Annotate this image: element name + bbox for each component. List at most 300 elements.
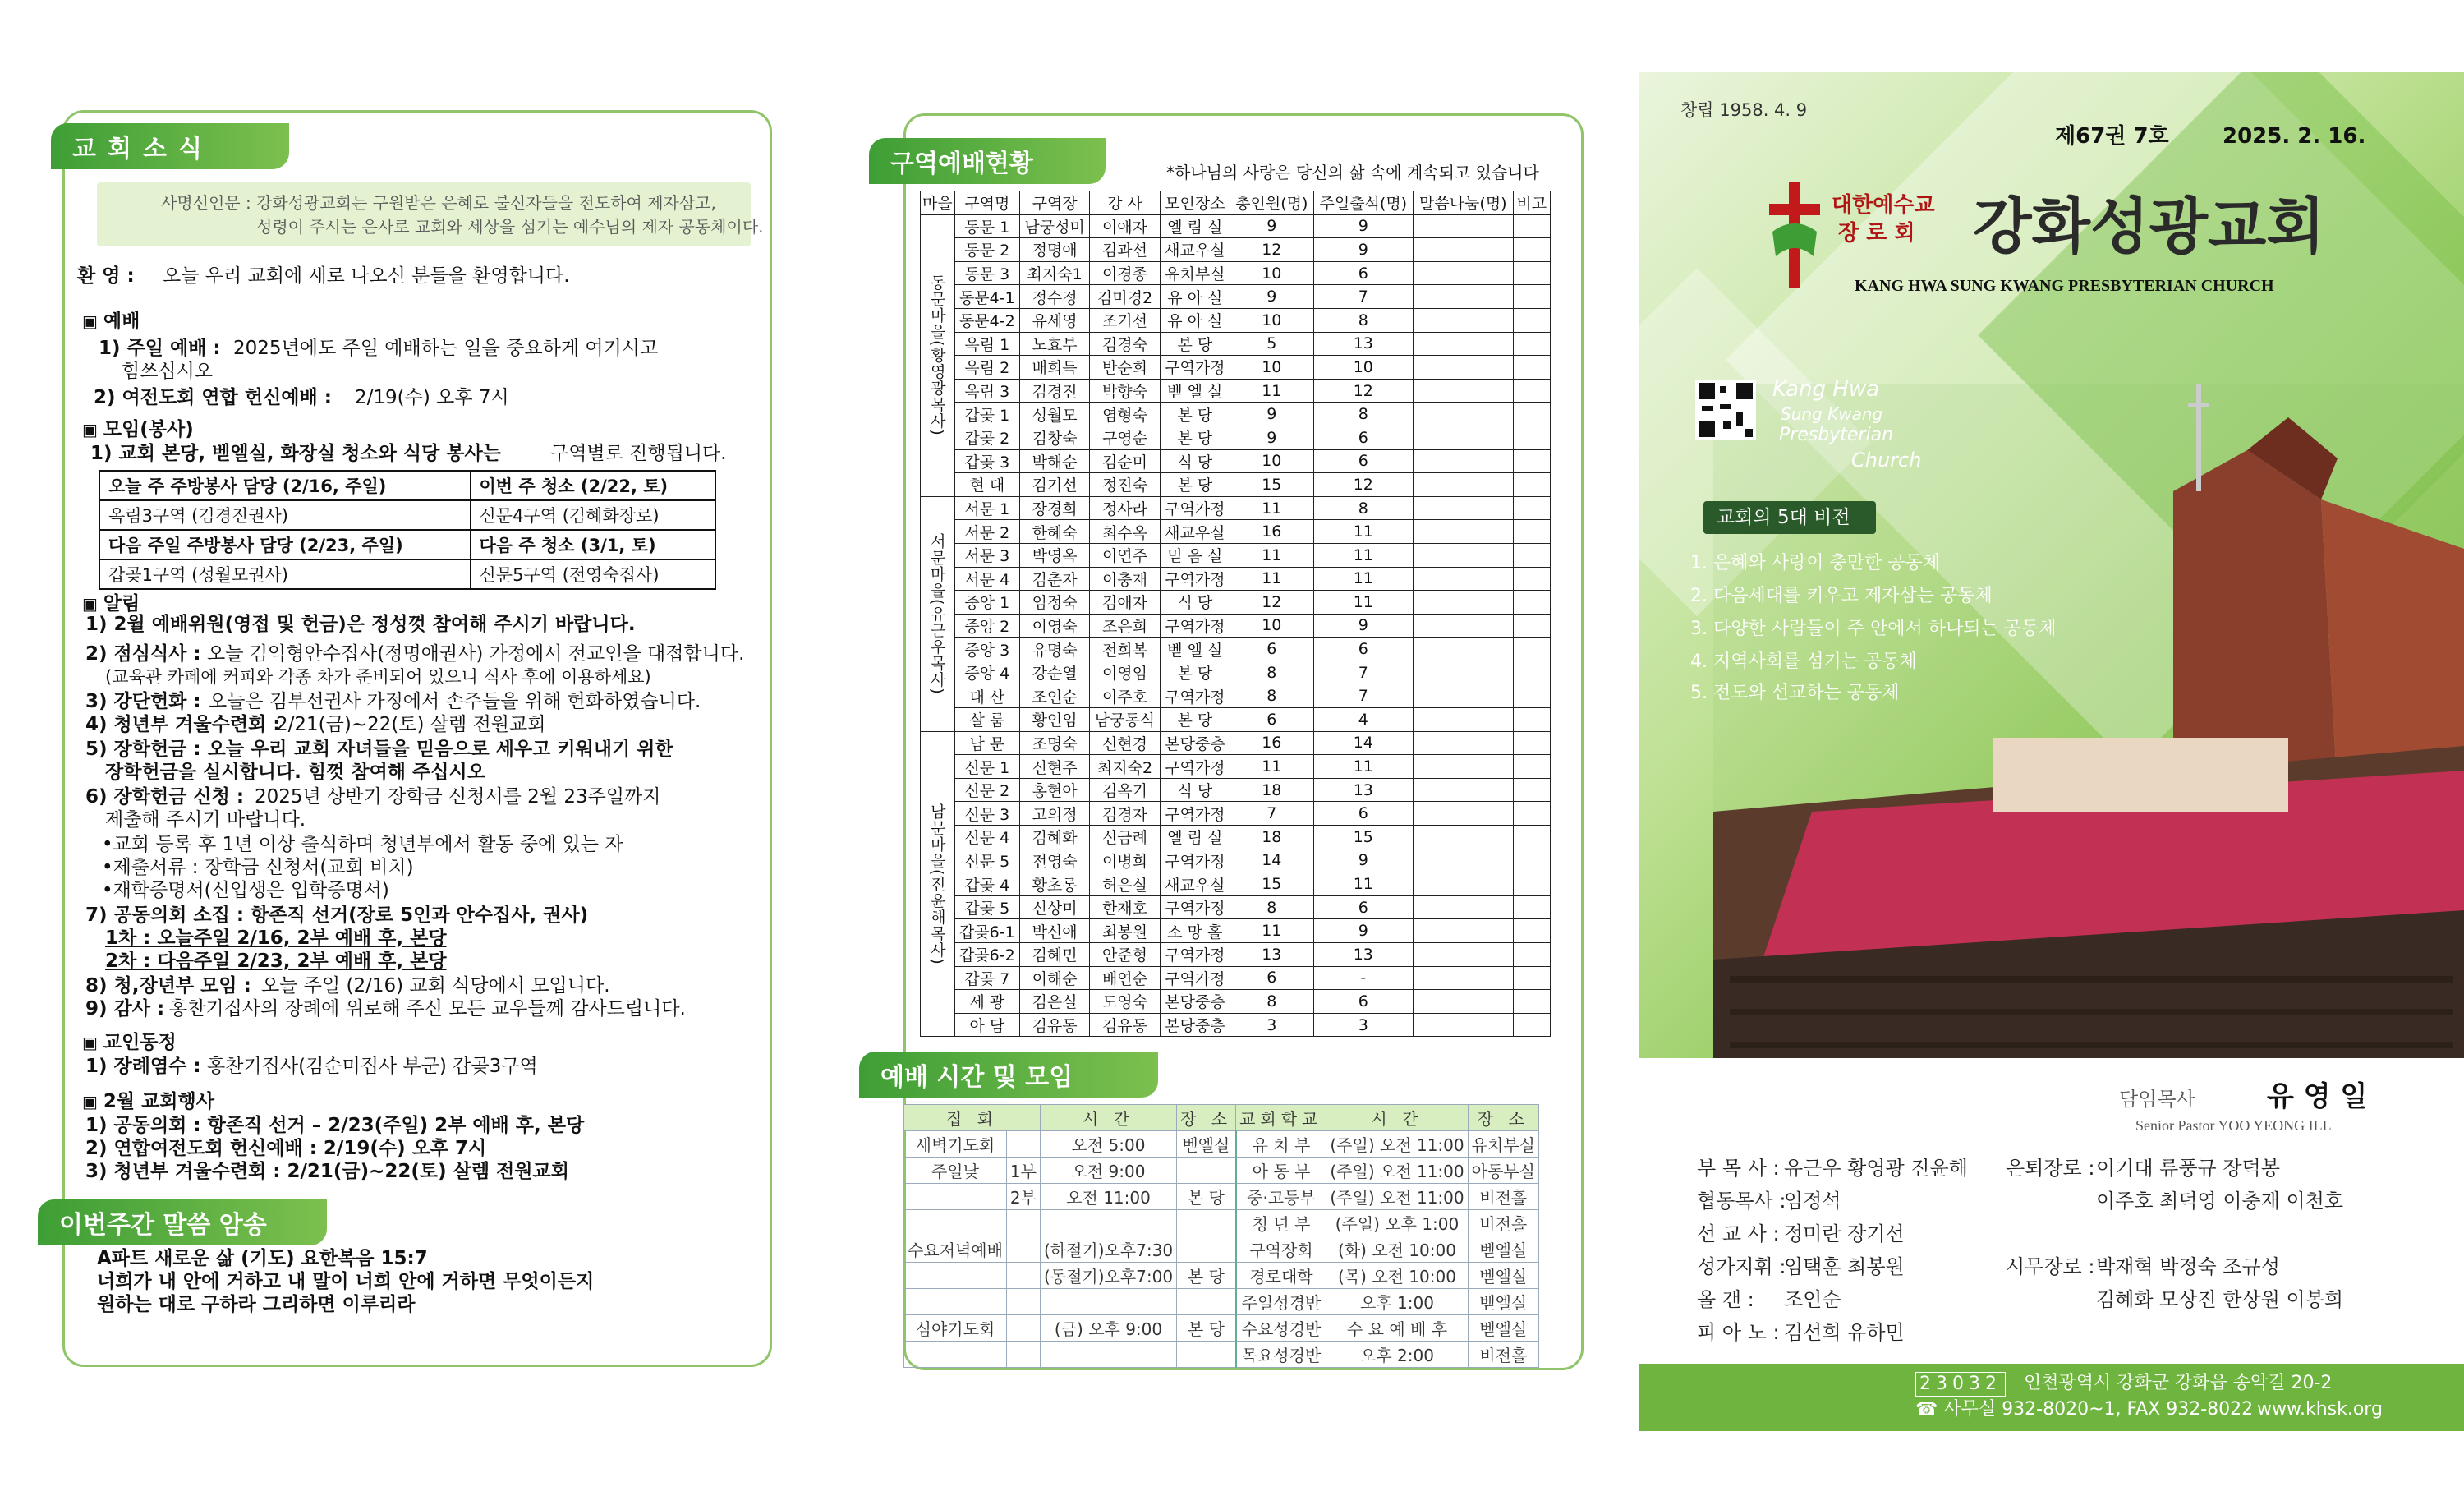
district-header: 구역명 (954, 191, 1019, 215)
worship-time-cell (1177, 1236, 1236, 1263)
district-cell: 신문 3 (954, 802, 1019, 826)
district-cell: 10 (1230, 449, 1314, 473)
district-row (921, 214, 1551, 238)
district-cell: 소 망 홀 (1160, 919, 1230, 943)
worship-time-cell: 청 년 부 (1236, 1210, 1326, 1236)
worship-time-cell: 비전홀 (1468, 1184, 1538, 1210)
staff-role: 올 갠 : (1697, 1288, 1754, 1311)
worship-time-row (904, 1289, 1539, 1315)
district-cell: 최지숙1 (1019, 261, 1089, 285)
empty-cell (1414, 285, 1514, 309)
worship-time-cell (1006, 1315, 1040, 1342)
notice-7: 7) 공동의회 소집 : 항존직 선거(장로 5인과 안수집사, 권사) (85, 905, 589, 926)
empty-cell (1513, 332, 1550, 356)
church-photo (1713, 384, 2464, 1058)
district-cell: 본당중층 (1160, 990, 1230, 1014)
empty-cell (1414, 872, 1514, 896)
district-cell: 중앙 3 (954, 638, 1019, 661)
district-row (921, 872, 1551, 896)
district-cell: 황초롱 (1019, 872, 1089, 896)
verse-ref: A파트 새로운 삶 (기도) 요한복음 15:7 (97, 1248, 428, 1269)
district-row (921, 379, 1551, 403)
district-cell: 박향숙 (1090, 379, 1160, 403)
worship-time-row (904, 1236, 1539, 1263)
empty-cell (1414, 778, 1514, 802)
village-label: 남문마을(진윤해목사) (921, 731, 955, 1037)
district-cell: 김미경2 (1090, 285, 1160, 309)
vision-title: 교회의 5대 비전 (1717, 507, 1850, 528)
district-cell: 김경자 (1090, 802, 1160, 826)
empty-cell (1513, 990, 1550, 1014)
district-header-row (921, 191, 1551, 215)
worship-time-cell (1006, 1210, 1040, 1236)
district-cell: 서문 4 (954, 567, 1019, 591)
district-cell: 유 아 실 (1160, 308, 1230, 332)
district-cell: 이영임 (1090, 661, 1160, 684)
worship-time-cell (1040, 1289, 1176, 1315)
empty-cell (1513, 520, 1550, 544)
district-cell: 허은실 (1090, 872, 1160, 896)
district-cell: 신문 5 (954, 849, 1019, 872)
worship-time-cell: (주일) 오후 1:00 (1326, 1210, 1468, 1236)
district-cell: 조인순 (1019, 684, 1089, 708)
empty-cell (1513, 496, 1550, 520)
district-cell: 남궁성미 (1019, 214, 1089, 238)
district-cell: 살 룸 (954, 708, 1019, 732)
district-cell: 옥림 2 (954, 356, 1019, 380)
worship-time-cell: 목요성경반 (1236, 1342, 1326, 1368)
district-cell: 9 (1313, 238, 1414, 262)
district-cell: 6 (1313, 895, 1414, 919)
notice-3-label: 3) 강단헌화 : (85, 691, 201, 712)
district-cell: 새교우실 (1160, 520, 1230, 544)
district-cell: 8 (1313, 403, 1414, 426)
district-cell: 식 당 (1160, 449, 1230, 473)
empty-cell (1513, 708, 1550, 732)
empty-cell (1414, 261, 1514, 285)
district-cell: 본 당 (1160, 661, 1230, 684)
worship-time-cell: 유치부실 (1468, 1131, 1538, 1158)
district-cell: 갑곶 7 (954, 966, 1019, 990)
worship-time-cell: 유 치 부 (1236, 1131, 1326, 1158)
empty-cell (1513, 426, 1550, 449)
district-cell: 안준형 (1090, 943, 1160, 967)
district-cell: 구역가정 (1160, 684, 1230, 708)
en-name-4: Church (1851, 449, 1922, 472)
district-cell: 12 (1313, 379, 1414, 403)
empty-cell (1414, 496, 1514, 520)
empty-cell (1513, 356, 1550, 380)
church-name: 강화성광교회 (1973, 191, 2325, 262)
district-cell: 서문 1 (954, 496, 1019, 520)
pastor-label: 담임목사 (2119, 1088, 2195, 1111)
district-cell: 구역가정 (1160, 614, 1230, 638)
district-header: 말씀나눔(명) (1414, 191, 1514, 215)
district-cell: 강순열 (1019, 661, 1089, 684)
worship-time-row (904, 1315, 1539, 1342)
worship-time-cell (1177, 1210, 1236, 1236)
district-cell: 박영옥 (1019, 543, 1089, 567)
district-cell: 본당중층 (1160, 1013, 1230, 1037)
empty-cell (1414, 543, 1514, 567)
staff-role: 부 목 사 : (1697, 1157, 1780, 1180)
worship-time-cell (1006, 1342, 1040, 1368)
district-cell: - (1313, 966, 1414, 990)
worship-time-cell (1177, 1342, 1236, 1368)
district-cell: 김과선 (1090, 238, 1160, 262)
district-cell: 이애자 (1090, 214, 1160, 238)
worship-time-cell: 오후 1:00 (1326, 1289, 1468, 1315)
district-cell: 11 (1313, 520, 1414, 544)
notice-6c: •교회 등록 후 1년 이상 출석하며 청년부에서 활동 중에 있는 자 (102, 834, 623, 855)
active-elders-1: 박재혁 박정숙 조규성 (2096, 1255, 2280, 1278)
district-cell: 임정숙 (1019, 591, 1089, 615)
worship-time-table (903, 1104, 1539, 1368)
empty-cell (1513, 849, 1550, 872)
district-row (921, 802, 1551, 826)
district-cell: 구역가정 (1160, 755, 1230, 779)
retired-elders-1: 이기대 류풍규 장덕봉 (2096, 1157, 2280, 1180)
worship-time-row (904, 1184, 1539, 1210)
church-photo-art (1713, 384, 2464, 1058)
district-row (921, 308, 1551, 332)
district-cell: 16 (1230, 731, 1314, 755)
worship-time-cell: (동절기)오후7:00 (1040, 1263, 1176, 1289)
district-cell: 7 (1313, 285, 1414, 309)
district-cell: 11 (1313, 872, 1414, 896)
district-cell: 3 (1313, 1013, 1414, 1037)
worship-time-cell: 수 요 예 배 후 (1326, 1315, 1468, 1342)
empty-cell (1414, 849, 1514, 872)
notice-1: 1) 2월 예배위원(영접 및 헌금)은 정성껏 참여해 주시기 바랍니다. (85, 614, 636, 635)
worship-time-header-cell: 교회학교 (1236, 1105, 1326, 1131)
notice-8-label: 8) 청,장년부 모임 : (85, 975, 251, 997)
empty-cell (1414, 684, 1514, 708)
worship-time-row (904, 1131, 1539, 1158)
notice-4-label: 4) 청년부 겨울수련회 : (85, 714, 281, 735)
district-cell: 본 당 (1160, 403, 1230, 426)
pastor-name-en: Senior Pastor YOO YEONG ILL (2135, 1117, 2332, 1134)
district-note: *하나님의 사랑은 당신의 삶 속에 계속되고 있습니다 (1166, 163, 1539, 182)
worship-time-cell: (주일) 오전 11:00 (1326, 1184, 1468, 1210)
en-name-2: Sung Kwang (1781, 404, 1883, 424)
worship-time-header-cell: 시 간 (1040, 1105, 1176, 1131)
district-cell: 18 (1230, 826, 1314, 849)
empty-cell (1414, 919, 1514, 943)
event-3: 3) 청년부 겨울수련회 : 2/21(금)~22(토) 살렘 전원교회 (85, 1161, 569, 1182)
event-2: 2) 연합여전도회 헌신예배 : 2/19(수) 오후 7시 (85, 1138, 487, 1159)
empty-cell (1513, 449, 1550, 473)
worship-time-cell (1177, 1158, 1236, 1184)
worship-time-cell: 주일낮 (904, 1158, 1007, 1184)
district-cell: 벧 엘 실 (1160, 638, 1230, 661)
worship-time-cell (904, 1342, 1007, 1368)
district-cell: 본 당 (1160, 473, 1230, 497)
verse-title: 이번주간 말씀 암송 (38, 1199, 327, 1245)
district-cell: 6 (1313, 802, 1414, 826)
worship-time-cell: 벧엘실 (1468, 1315, 1538, 1342)
district-cell: 15 (1313, 826, 1414, 849)
district-cell: 구역가정 (1160, 943, 1230, 967)
district-cell: 6 (1230, 708, 1314, 732)
empty-cell (1513, 591, 1550, 615)
empty-cell (1513, 826, 1550, 849)
district-row (921, 449, 1551, 473)
district-cell: 11 (1313, 567, 1414, 591)
district-row (921, 614, 1551, 638)
district-cell: 구역가정 (1160, 849, 1230, 872)
meeting-1: 구역별로 진행됩니다. (550, 443, 727, 464)
district-cell: 13 (1230, 943, 1314, 967)
empty-cell (1513, 308, 1550, 332)
empty-cell (1414, 708, 1514, 732)
empty-cell (1414, 332, 1514, 356)
worship-time-cell: 경로대학 (1236, 1263, 1326, 1289)
district-cell: 전희복 (1090, 638, 1160, 661)
district-cell: 최지숙2 (1090, 755, 1160, 779)
notice-9-label: 9) 감사 : (85, 998, 165, 1020)
district-cell: 구영순 (1090, 426, 1160, 449)
worship-time-cell (1006, 1263, 1040, 1289)
worship-time-cell (904, 1184, 1007, 1210)
worship-time-cell: 수요성경반 (1236, 1315, 1326, 1342)
vision-item: 3. 다양한 사람들이 주 안에서 하나되는 공동체 (1690, 619, 2057, 639)
district-cell: 신문 4 (954, 826, 1019, 849)
empty-cell (1513, 802, 1550, 826)
worship-time-cell: 오전 11:00 (1040, 1184, 1176, 1210)
district-cell: 신문 2 (954, 778, 1019, 802)
district-cell: 박해순 (1019, 449, 1089, 473)
worship-time-row (904, 1210, 1539, 1236)
event-1: 1) 공동의회 : 항존직 선거 – 2/23(주일) 2부 예배 후, 본당 (85, 1115, 585, 1136)
district-cell: 갑곶 3 (954, 449, 1019, 473)
worship-time-header-cell: 집 회 (904, 1105, 1041, 1131)
verse-line-1: 너희가 내 안에 거하고 내 말이 너희 안에 거하면 무엇이든지 (97, 1271, 595, 1292)
district-cell: 갑곶6-1 (954, 919, 1019, 943)
issue-date: 2025. 2. 16. (2223, 124, 2366, 149)
staff-names: 임정석 (1784, 1190, 1841, 1213)
zip-code: 23032 (1915, 1372, 2006, 1397)
vision-item: 2. 다음세대를 키우고 제자삼는 공동체 (1690, 586, 1993, 606)
notice-2b: (교육관 카페에 커피와 각종 차가 준비되어 있으니 식사 후에 이용하세요) (105, 667, 651, 687)
member-1: 홍찬기집사(김순미집사 부군) 갑곶3구역 (207, 1056, 538, 1077)
empty-cell (1414, 238, 1514, 262)
worship-time-cell: 비전홀 (1468, 1342, 1538, 1368)
district-cell: 김혜민 (1019, 943, 1089, 967)
district-header: 주일출석(명) (1313, 191, 1414, 215)
worship-2-label: 2) 여전도회 연합 헌신예배 : (94, 387, 332, 408)
address: 인천광역시 강화군 강화읍 송악길 20-2 (2024, 1373, 2333, 1393)
notice-6-label: 6) 장학헌금 신청 : (85, 786, 245, 808)
empty-cell (1414, 826, 1514, 849)
worship-time-cell: 비전홀 (1468, 1210, 1538, 1236)
district-row (921, 403, 1551, 426)
notice-6d: •제출서류 : 장학금 신청서(교회 비치) (102, 857, 414, 878)
district-cell: 신현경 (1090, 731, 1160, 755)
staff-role: 성가지휘 : (1697, 1255, 1786, 1278)
district-cell: 식 당 (1160, 778, 1230, 802)
district-cell: 박신애 (1019, 919, 1089, 943)
welcome-text: 오늘 우리 교회에 새로 나오신 분들을 환영합니다. (163, 265, 570, 287)
notice-9: 홍찬기집사의 장례에 위로해 주신 모든 교우들께 감사드립니다. (169, 998, 686, 1020)
worship-time-row (904, 1158, 1539, 1184)
district-cell: 김혜화 (1019, 826, 1089, 849)
district-cell: 8 (1230, 661, 1314, 684)
district-cell: 8 (1230, 990, 1314, 1014)
district-cell: 14 (1313, 731, 1414, 755)
district-cell: 갑곶6-2 (954, 943, 1019, 967)
worship-time-row (904, 1342, 1539, 1368)
district-cell: 한혜숙 (1019, 520, 1089, 544)
district-cell: 동문 2 (954, 238, 1019, 262)
mission-text-2: 성령이 주시는 은사로 교회와 세상을 섬기는 예수님의 제자 공동체이다. (256, 217, 764, 237)
district-cell: 본 당 (1160, 332, 1230, 356)
event-section: ▣ 2월 교회행사 (82, 1086, 214, 1113)
meeting-1-label: 1) 교회 본당, 벧엘실, 화장실 청소와 식당 봉사는 (90, 443, 501, 464)
vision-item: 1. 은혜와 사랑이 충만한 공동체 (1690, 553, 1940, 573)
en-name-1: Kang Hwa (1772, 377, 1880, 402)
website-link[interactable]: www.khsk.org (2257, 1399, 2383, 1420)
empty-cell (1414, 379, 1514, 403)
district-cell: 옥림 1 (954, 332, 1019, 356)
district-cell: 황인임 (1019, 708, 1089, 732)
notice-3: 오늘은 김부선권사 가정에서 손주들을 위해 헌화하였습니다. (209, 691, 701, 712)
worship-time-cell: 벧엘실 (1177, 1131, 1236, 1158)
district-cell: 10 (1230, 614, 1314, 638)
district-cell: 서문 2 (954, 520, 1019, 544)
worship-section: ▣ 예배 (82, 306, 140, 333)
district-cell: 동문4-1 (954, 285, 1019, 309)
district-cell: 정수정 (1019, 285, 1089, 309)
denomination-2: 장 로 회 (1838, 221, 1915, 246)
district-header: 총인원(명) (1230, 191, 1314, 215)
district-row (921, 731, 1551, 755)
district-row (921, 895, 1551, 919)
staff-names: 유근우 황영광 진윤해 (1784, 1157, 1968, 1180)
district-cell: 10 (1230, 308, 1314, 332)
district-row (921, 520, 1551, 544)
empty-cell (1513, 285, 1550, 309)
district-cell: 세 광 (954, 990, 1019, 1014)
district-cell: 유명숙 (1019, 638, 1089, 661)
duty-cell: 다음 주일 주방봉사 담당 (2/23, 주일) (99, 530, 471, 559)
staff-names: 김선희 유하민 (1784, 1321, 1905, 1344)
empty-cell (1513, 379, 1550, 403)
empty-cell (1414, 802, 1514, 826)
active-elders-2: 김혜화 모상진 한상원 이봉희 (2096, 1288, 2344, 1311)
worship-time-cell: 수요저녁예배 (904, 1236, 1007, 1263)
district-row (921, 966, 1551, 990)
district-cell: 조명숙 (1019, 731, 1089, 755)
founded-date: 창립 1958. 4. 9 (1680, 100, 1808, 120)
worship-time-cell: (하절기)오후7:30 (1040, 1236, 1176, 1263)
active-elders-label: 시무장로 : (2006, 1255, 2095, 1278)
empty-cell (1414, 426, 1514, 449)
district-cell: 11 (1230, 567, 1314, 591)
district-cell: 이병희 (1090, 849, 1160, 872)
worship-time-cell (1006, 1236, 1040, 1263)
district-cell: 11 (1230, 919, 1314, 943)
worship-time-title: 예배 시간 및 모임 (859, 1052, 1158, 1098)
empty-cell (1414, 214, 1514, 238)
district-cell: 구역가정 (1160, 895, 1230, 919)
district-title: 구역예배현황 (869, 138, 1106, 184)
district-cell: 노효부 (1019, 332, 1089, 356)
district-cell: 성월모 (1019, 403, 1089, 426)
worship-time-cell: (목) 오전 10:00 (1326, 1263, 1468, 1289)
phone: ☎ 사무실 932-8020~1, FAX 932-8022 (1915, 1399, 2254, 1420)
empty-cell (1513, 614, 1550, 638)
district-cell: 갑곶 5 (954, 895, 1019, 919)
worship-time-row (904, 1263, 1539, 1289)
duty-cell: 신문5구역 (전영숙집사) (471, 559, 715, 589)
district-row (921, 567, 1551, 591)
worship-time-cell: 본 당 (1177, 1184, 1236, 1210)
empty-cell (1414, 895, 1514, 919)
district-cell: 최수옥 (1090, 520, 1160, 544)
empty-cell (1513, 1013, 1550, 1037)
empty-cell (1414, 520, 1514, 544)
notice-6: 2025년 상반기 장학금 신청서를 2월 23주일까지 (255, 786, 661, 808)
district-row (921, 496, 1551, 520)
district-cell: 조은희 (1090, 614, 1160, 638)
vision-item: 4. 지역사회를 섬기는 공동체 (1690, 651, 1917, 672)
notice-2-label: 2) 점심식사 : (85, 643, 201, 665)
district-cell: 남궁동식 (1090, 708, 1160, 732)
district-cell: 8 (1313, 496, 1414, 520)
empty-cell (1414, 755, 1514, 779)
notice-7a: 1차 : 오늘주일 2/16, 2부 예배 후, 본당 (105, 928, 447, 949)
district-cell: 11 (1230, 755, 1314, 779)
district-cell: 9 (1313, 214, 1414, 238)
district-cell: 갑곶 1 (954, 403, 1019, 426)
district-cell: 최봉원 (1090, 919, 1160, 943)
notice-7b: 2차 : 다음주일 2/23, 2부 예배 후, 본당 (105, 951, 447, 972)
worship-time-cell: 심야기도회 (904, 1315, 1007, 1342)
district-cell: 6 (1313, 261, 1414, 285)
worship-time-cell (1006, 1289, 1040, 1315)
empty-cell (1513, 895, 1550, 919)
district-row (921, 826, 1551, 849)
district-cell: 7 (1313, 661, 1414, 684)
worship-time-cell (1040, 1342, 1176, 1368)
district-cell: 조기선 (1090, 308, 1160, 332)
empty-cell (1513, 567, 1550, 591)
district-cell: 10 (1313, 356, 1414, 380)
district-cell: 이영숙 (1019, 614, 1089, 638)
notice-5: 5) 장학헌금 : 오늘 우리 교회 자녀들을 믿음으로 세우고 키워내기 위한 (85, 739, 673, 760)
district-cell: 김창숙 (1019, 426, 1089, 449)
district-row (921, 778, 1551, 802)
district-cell: 10 (1230, 261, 1314, 285)
district-cell: 김옥기 (1090, 778, 1160, 802)
district-row (921, 990, 1551, 1014)
notice-2: 오늘 김익형안수집사(정명애권사) 가정에서 전교인을 대접합니다. (207, 643, 745, 665)
district-cell: 3 (1230, 1013, 1314, 1037)
empty-cell (1513, 661, 1550, 684)
district-cell: 13 (1313, 778, 1414, 802)
district-row (921, 285, 1551, 309)
worship-time-cell (1006, 1131, 1040, 1158)
district-row (921, 849, 1551, 872)
empty-cell (1414, 731, 1514, 755)
empty-cell (1414, 966, 1514, 990)
denomination-1: 대한예수교 (1832, 193, 1935, 218)
district-cell: 정명애 (1019, 238, 1089, 262)
district-cell: 홍현아 (1019, 778, 1089, 802)
district-cell: 8 (1230, 684, 1314, 708)
empty-cell (1513, 778, 1550, 802)
